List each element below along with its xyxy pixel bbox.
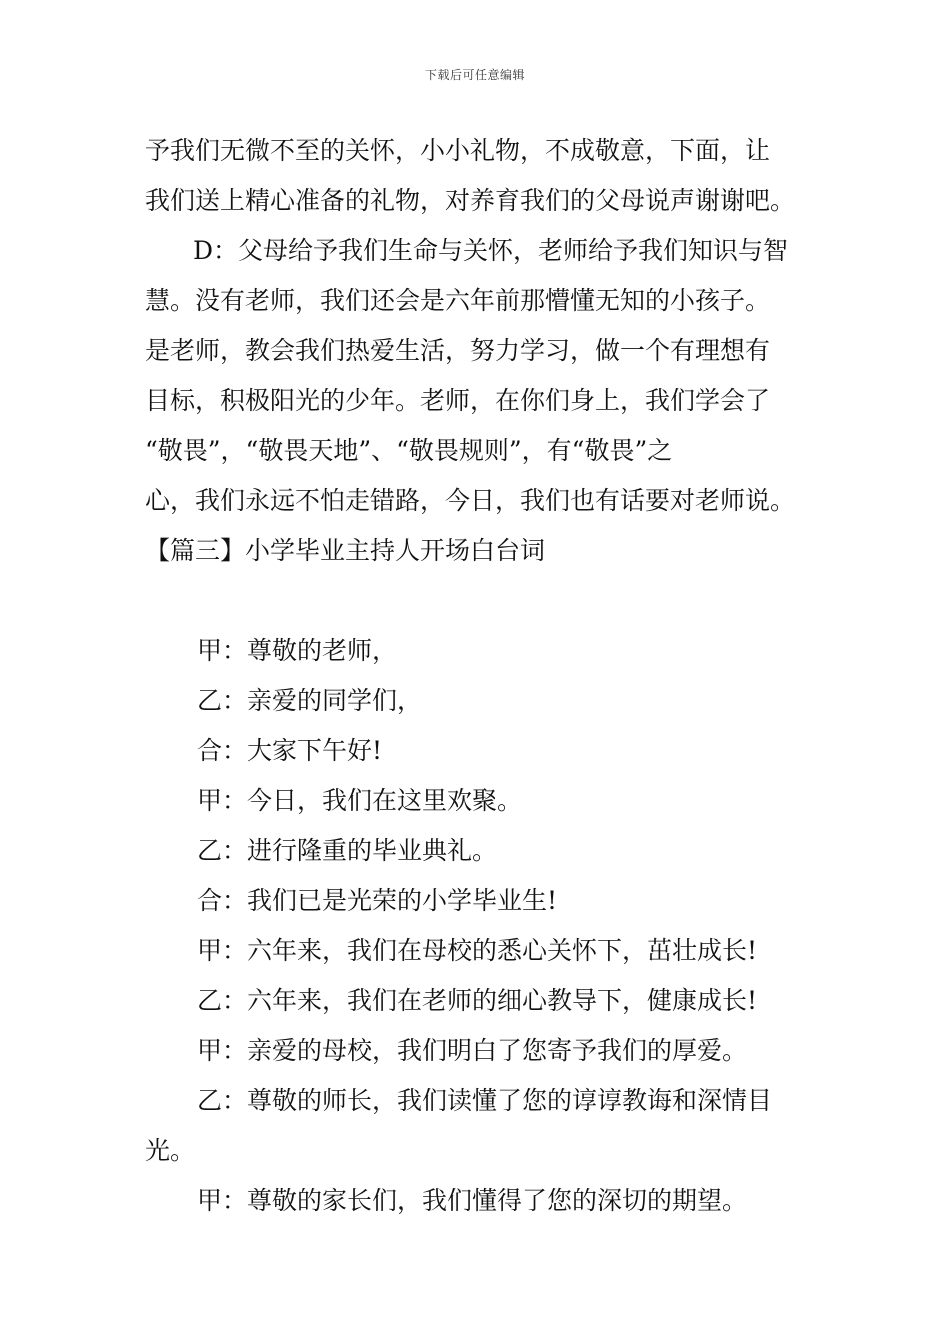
text-line: 慧。没有老师，我们还会是六年前那懵懂无知的小孩子。 (145, 286, 771, 315)
text-line: 予我们无微不至的关怀，小小礼物，不成敬意，下面，让 (145, 136, 771, 165)
dialogue-line: 乙：亲爱的同学们， (197, 686, 423, 715)
text-line: “敬畏”，“敬畏天地”、“敬畏规则”，有“敬畏”之 (145, 436, 673, 465)
dialogue-line-continued: 光。 (145, 1136, 196, 1165)
text-line: 是老师，教会我们热爱生活，努力学习，做一个有理想有 (145, 336, 771, 365)
dialogue-line: 甲：今日，我们在这里欢聚。 (197, 786, 523, 815)
document-body (145, 126, 810, 1226)
dialogue-line: 合：我们已是光荣的小学毕业生! (197, 886, 558, 915)
dialogue-line: 合：大家下午好! (197, 736, 383, 765)
page-header: 下载后可任意编辑 (424, 68, 525, 82)
dialogue-line: 乙：六年来，我们在老师的细心教导下，健康成长! (197, 986, 758, 1015)
dialogue-line: 乙：进行隆重的毕业典礼。 (197, 836, 498, 865)
dialogue-line: 甲：尊敬的家长们，我们懂得了您的深切的期望。 (197, 1186, 748, 1215)
dialogue-line: 甲：六年来，我们在母校的悉心关怀下，茁壮成长! (197, 936, 758, 965)
text-line: 我们送上精心准备的礼物，对养育我们的父母说声谢谢吧。 (145, 186, 796, 215)
dialogue-line: 乙：尊敬的师长，我们读懂了您的谆谆教诲和深情目 (197, 1086, 773, 1115)
dialogue-line: 甲：尊敬的老师， (197, 636, 398, 665)
text-line: 心，我们永远不怕走错路，今日，我们也有话要对老师说。 (145, 486, 796, 515)
blank-line (145, 576, 810, 626)
text-line: 目标，积极阳光的少年。老师，在你们身上，我们学会了 (145, 386, 771, 415)
text-line: D：父母给予我们生命与关怀，老师给予我们知识与智 (193, 236, 789, 265)
dialogue-line: 甲：亲爱的母校，我们明白了您寄予我们的厚爱。 (197, 1036, 748, 1065)
section-heading: 【篇三】小学毕业主持人开场白台词 (145, 536, 546, 565)
